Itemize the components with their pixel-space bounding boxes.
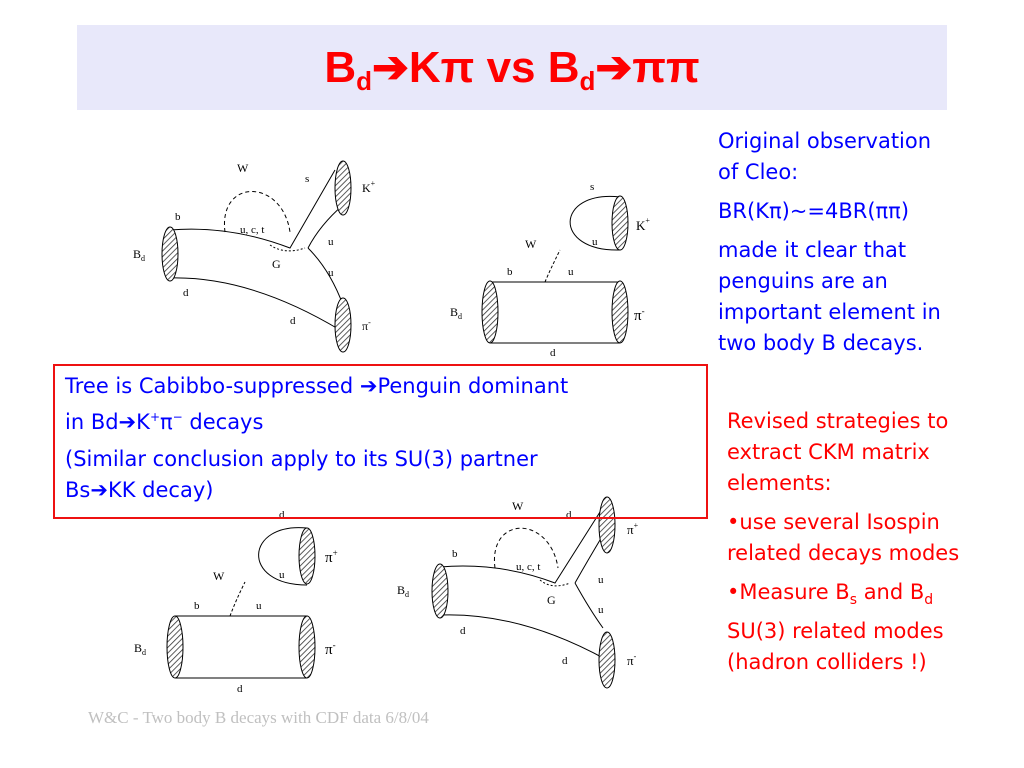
label-b-1: b bbox=[175, 211, 181, 223]
label-kplus-2: K+ bbox=[636, 216, 650, 233]
label-d-4a: d bbox=[566, 509, 572, 521]
label-bd-1: $B_d$ bbox=[133, 247, 146, 263]
label-b-4: b bbox=[452, 548, 458, 560]
label-kplus-1: K+ bbox=[362, 179, 376, 195]
label-d-1a: d bbox=[183, 287, 189, 299]
label-piplus-4: π+ bbox=[627, 521, 639, 537]
label-d-3a: d bbox=[279, 509, 285, 521]
tree-diagram-kpi bbox=[482, 196, 628, 343]
label-u-1a: u bbox=[328, 236, 334, 248]
label-b-3: b bbox=[194, 600, 200, 612]
label-u-3a: u bbox=[279, 569, 285, 581]
label-d-1b: d bbox=[290, 315, 296, 327]
revised-strategies-text: Revised strategies to extract CKM matrix elements: •use several Isospin related decays modes •Measure $B_s$ and $B_d$ SU(3) related modes (hadron colliders !) bbox=[727, 406, 959, 678]
penguin-diagram-pipi bbox=[432, 497, 615, 688]
label-s-2: s bbox=[590, 181, 595, 193]
cleo-observation-text: Original observation of Cleo: BR(Kπ)~=4BR(ππ) made it clear that penguins are an important element in two body B decays. bbox=[718, 129, 941, 355]
tree-diagram-pipi bbox=[167, 528, 315, 678]
label-uct-4: u, c, t bbox=[516, 561, 541, 573]
label-u-4b: u bbox=[598, 604, 604, 616]
label-w-4: W bbox=[512, 499, 524, 513]
label-u-2b: u bbox=[568, 266, 574, 278]
label-uct-1: u, c, t bbox=[240, 224, 265, 236]
label-piminus-4: π- bbox=[627, 652, 637, 668]
slide-title: $B_d➔K\pi$ vs $B_d➔\pi\pi$ bbox=[324, 43, 700, 96]
label-d-4b: d bbox=[460, 625, 466, 637]
label-u-4a: u bbox=[598, 574, 604, 586]
callout-line-4: Bs➔KK decay) bbox=[65, 478, 214, 502]
callout-line-3: (Similar conclusion apply to its SU(3) partner bbox=[65, 447, 538, 471]
label-s-1: s bbox=[305, 173, 310, 185]
callout-line-2: in Bd➔K+π− decays bbox=[65, 410, 264, 434]
label-piminus-2: π- bbox=[634, 306, 645, 324]
bullet-su3: •Measure $B_s$ and $B_d$ SU(3) related modes (hadron colliders !) bbox=[727, 580, 944, 675]
label-g-1: G bbox=[272, 257, 281, 271]
label-u-3b: u bbox=[256, 600, 262, 612]
bullet-isospin: •use several Isospin related decays modes bbox=[727, 510, 960, 565]
label-u-1b: u bbox=[328, 267, 334, 279]
label-w-1: W bbox=[237, 161, 249, 175]
footer: W&C - Two body B decays with CDF data 6/8/04 bbox=[88, 708, 429, 727]
label-g-4: G bbox=[547, 593, 556, 607]
label-bd-4: $B_d$ bbox=[397, 583, 410, 599]
label-b-2: b bbox=[507, 266, 513, 278]
label-piminus-3: π- bbox=[325, 640, 336, 658]
label-bd-3: $B_d$ bbox=[134, 641, 147, 657]
label-d-4c: d bbox=[562, 655, 568, 667]
tree-penguin-callout bbox=[53, 364, 708, 519]
label-bd-2: $B_d$ bbox=[450, 305, 463, 321]
callout-line-1: Tree is Cabibbo-suppressed ➔Penguin dominant bbox=[65, 374, 569, 398]
penguin-diagram-kpi bbox=[162, 161, 351, 352]
label-d-2: d bbox=[550, 347, 556, 359]
label-u-2a: u bbox=[592, 236, 598, 248]
label-w-2: W bbox=[525, 237, 537, 251]
label-piplus-3: π+ bbox=[325, 548, 338, 566]
label-d-3b: d bbox=[237, 683, 243, 695]
label-piminus-1: π- bbox=[362, 318, 371, 333]
label-w-3: W bbox=[213, 569, 225, 583]
